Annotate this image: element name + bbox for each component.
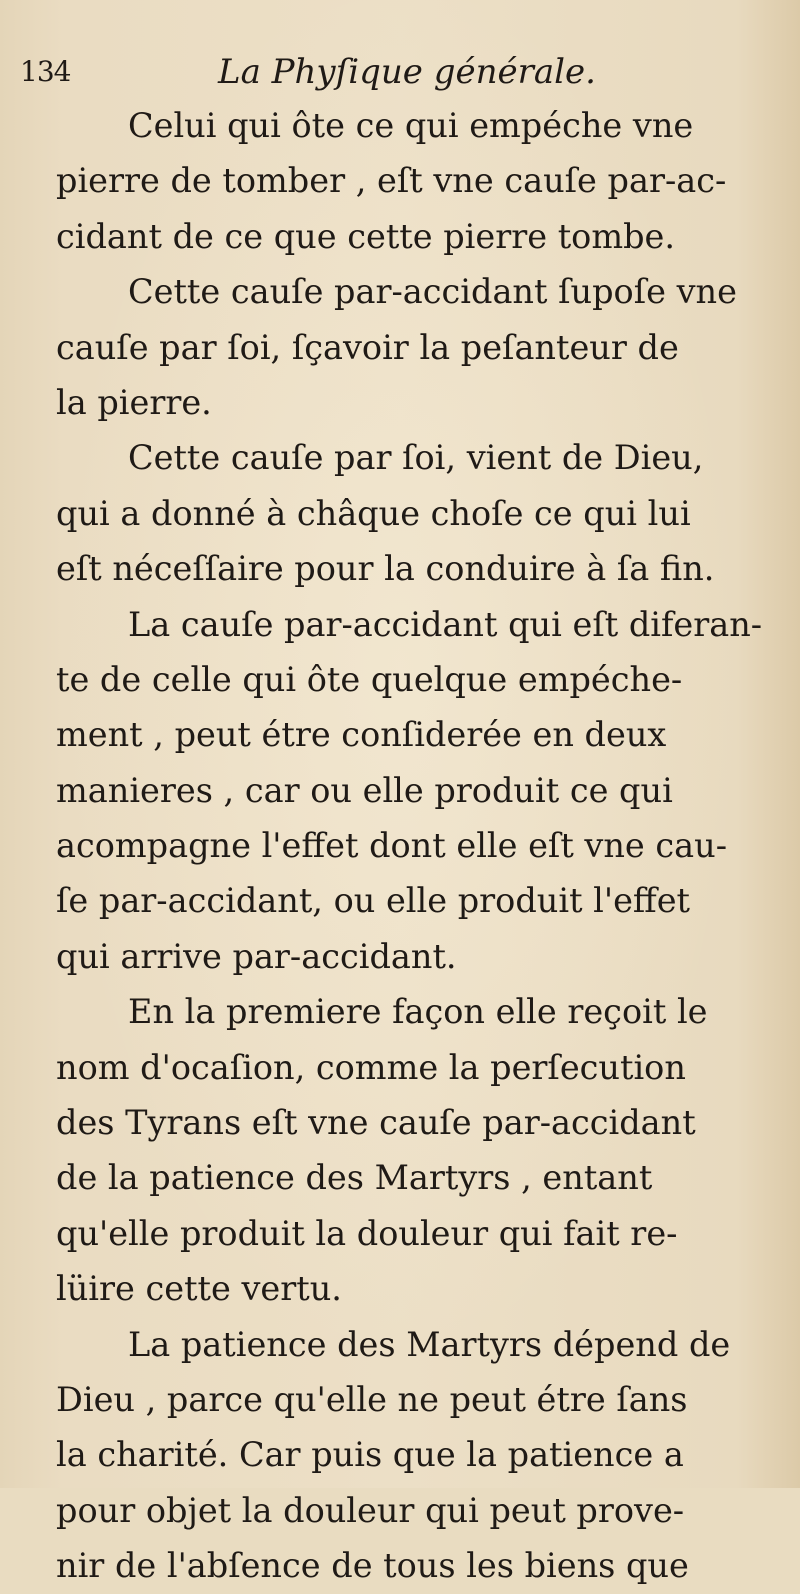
text-line: manieres , car ou elle produit ce qui bbox=[56, 770, 673, 810]
text-line: qui arrive par-accidant. bbox=[56, 936, 457, 976]
page-number: 134 bbox=[20, 55, 71, 88]
text-line: pour objet la douleur qui peut prove- bbox=[56, 1490, 685, 1530]
text-line: ſe par-accidant, ou elle produit l'effet bbox=[56, 881, 691, 921]
text-line: des Tyrans eſt vne cauſe par-accidant bbox=[56, 1103, 696, 1143]
running-title: La Phyſique générale. bbox=[218, 52, 596, 92]
text-line: Cette cauſe par ſoi, vient de Dieu, bbox=[128, 438, 704, 478]
text-line: de la patience des Martyrs , entant bbox=[56, 1158, 653, 1198]
text-line: Cette cauſe par-accidant ſupoſe vne bbox=[128, 272, 737, 312]
text-line: cidant de ce que cette pierre tombe. bbox=[56, 216, 676, 256]
text-line: nir de l'abſence de tous les biens que bbox=[56, 1546, 689, 1586]
text-line: lüire cette vertu. bbox=[56, 1269, 342, 1309]
body-text bbox=[56, 98, 782, 1594]
text-line: ment , peut étre conſiderée en deux bbox=[56, 715, 667, 755]
text-line: cauſe par ſoi, ſçavoir la peſanteur de bbox=[56, 327, 679, 367]
text-line: La patience des Martyrs dépend de bbox=[128, 1324, 731, 1364]
text-line: te de celle qui ôte quelque empéche- bbox=[56, 659, 683, 699]
text-line: La cauſe par-accidant qui eſt diferan- bbox=[128, 604, 763, 644]
text-line: qu'elle produit la douleur qui fait re- bbox=[56, 1213, 678, 1253]
text-line: Dieu , parce qu'elle ne peut étre ſans bbox=[56, 1379, 688, 1419]
text-line: eſt néceſſaire pour la conduire à ſa fin. bbox=[56, 549, 715, 589]
text-line: acompagne l'effet dont elle eſt vne cau- bbox=[56, 826, 728, 866]
text-line: qui a donné à châque choſe ce qui lui bbox=[56, 493, 691, 533]
text-line: la pierre. bbox=[56, 382, 212, 422]
text-line: pierre de tomber , eſt vne cauſe par-ac- bbox=[56, 161, 727, 201]
running-head bbox=[20, 48, 780, 96]
text-line: Celui qui ôte ce qui empéche vne bbox=[128, 106, 694, 145]
text-line: nom d'ocaſion, comme la perſecution bbox=[56, 1047, 686, 1087]
text-line: En la premiere façon elle reçoit le bbox=[128, 992, 708, 1032]
text-line: la charité. Car puis que la patience a bbox=[56, 1435, 684, 1475]
